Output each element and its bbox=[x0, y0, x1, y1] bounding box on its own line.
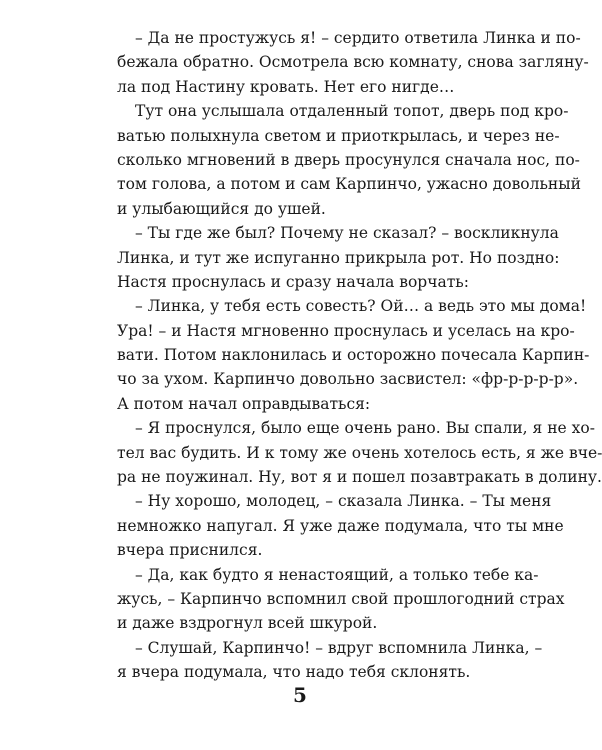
text-line: вати. Потом наклонилась и осторожно почесала Карпин- bbox=[117, 346, 590, 365]
text-line: – Слушай, Карпинчо! – вдруг вспомнила Линка, – bbox=[135, 638, 543, 657]
paragraph bbox=[117, 26, 589, 99]
text-line: жусь, – Карпинчо вспомнил свой прошлогодний страх bbox=[117, 589, 565, 608]
text-line: – Линка, у тебя есть совесть? Ой… а ведь это мы дома! bbox=[135, 297, 587, 316]
text-line: том голова, а потом и сам Карпинчо, ужасно довольный bbox=[117, 175, 581, 194]
text-line: А потом начал оправдываться: bbox=[117, 394, 371, 413]
text-line: и улыбающийся до ушей. bbox=[117, 199, 326, 218]
paragraph bbox=[117, 636, 543, 685]
text-line: и даже вздрогнул всей шкурой. bbox=[117, 614, 378, 633]
text-line: Тут она услышала отдаленный топот, дверь под кро- bbox=[135, 102, 569, 121]
text-line: ватью полыхнула светом и приоткрылась, и через не- bbox=[117, 126, 560, 145]
text-line: Линка, и тут же испуганно прикрыла рот. Но поздно: bbox=[117, 248, 560, 267]
text-line: Ура! – и Настя мгновенно проснулась и уселась на кро- bbox=[117, 321, 575, 340]
text-line: – Ну хорошо, молодец, – сказала Линка. – Ты меня bbox=[135, 492, 552, 511]
paragraph bbox=[117, 294, 590, 416]
text-line: я вчера подумала, что надо тебя склонять. bbox=[117, 663, 471, 682]
text-line: – Да, как будто я ненастоящий, а только тебе ка- bbox=[135, 565, 539, 584]
paragraph bbox=[117, 563, 565, 636]
text-line: Настя проснулась и сразу начала ворчать: bbox=[117, 272, 469, 291]
text-line: – Ты где же был? Почему не сказал? – воскликнула bbox=[135, 224, 559, 243]
text-line: вчера приснился. bbox=[117, 541, 263, 560]
text-line: тел вас будить. И к тому же очень хотелось есть, я же вче- bbox=[117, 443, 602, 462]
paragraph bbox=[117, 221, 560, 294]
text-line: – Я проснулся, было еще очень рано. Вы спали, я не хо- bbox=[135, 419, 595, 438]
text-line: бежала обратно. Осмотрела всю комнату, снова загляну- bbox=[117, 53, 589, 72]
paragraph bbox=[117, 416, 602, 489]
text-line: ла под Настину кровать. Нет его нигде… bbox=[117, 77, 455, 96]
paragraph bbox=[117, 99, 581, 221]
text-line: ра не поужинал. Ну, вот я и пошел позавтракать в долину. bbox=[117, 468, 602, 487]
page-number: 5 bbox=[293, 683, 307, 707]
text-line: немножко напугал. Я уже даже подумала, что ты мне bbox=[117, 516, 564, 535]
text-line: сколько мгновений в дверь просунулся сначала нос, по- bbox=[117, 150, 580, 169]
paragraph bbox=[117, 489, 564, 562]
body-text bbox=[117, 26, 602, 685]
text-line: чо за ухом. Карпинчо довольно засвистел: «фр-р-р-р-р». bbox=[117, 370, 579, 389]
text-line: – Да не простужусь я! – сердито ответила Линка и по- bbox=[135, 29, 581, 47]
